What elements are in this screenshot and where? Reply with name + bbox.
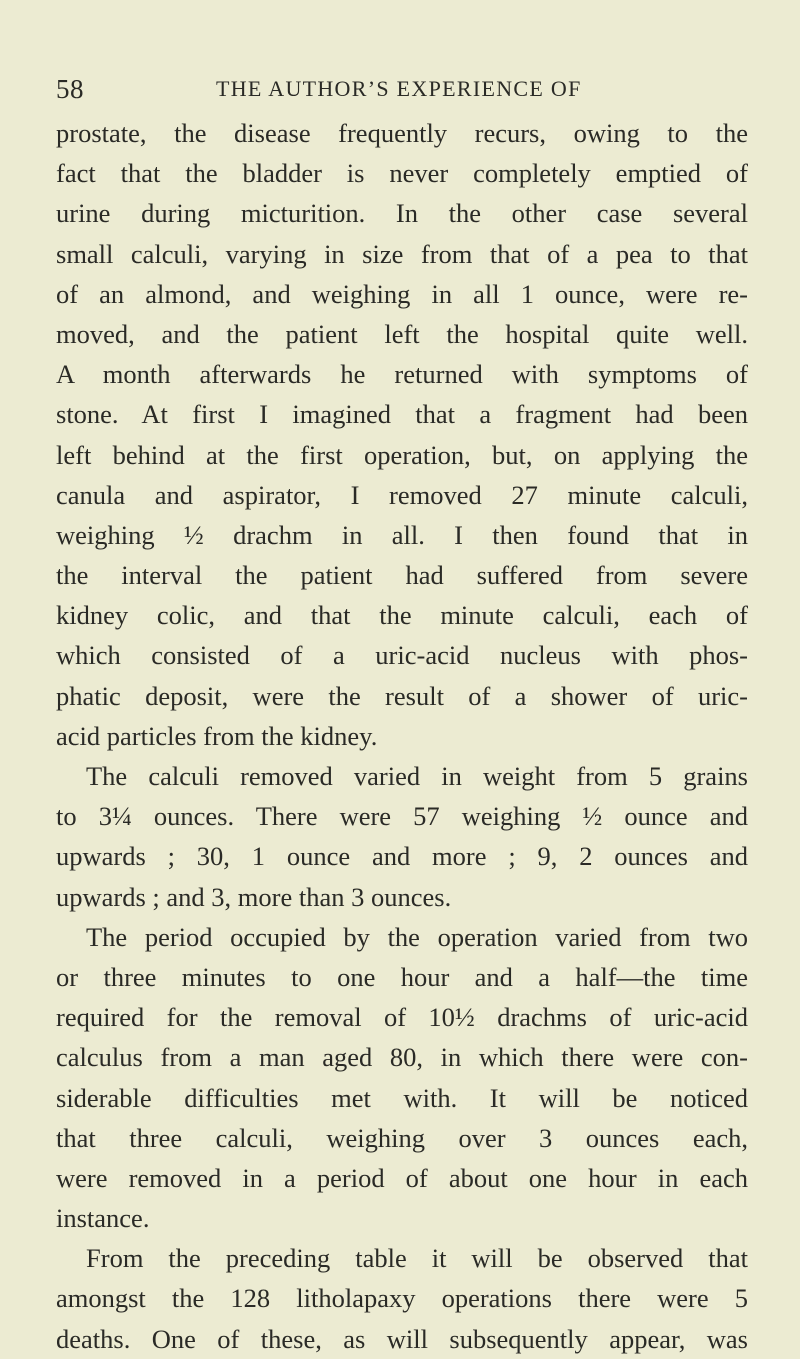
- text-line: amongst the 128 litholapaxy operations there were 5: [56, 1283, 748, 1314]
- paragraph-first-line: From the preceding table it will be observed that: [86, 1243, 748, 1274]
- text-line: that three calculi, weighing over 3 ounces each,: [56, 1122, 748, 1153]
- running-head: [56, 72, 748, 106]
- text-line: urine during micturition. In the other case several: [56, 198, 748, 229]
- text-line: A month afterwards he returned with symptoms of: [56, 359, 748, 390]
- text-line: of an almond, and weighing in all 1 ounce, were re-: [56, 278, 748, 309]
- text-line: or three minutes to one hour and a half—the time: [56, 961, 748, 992]
- text-line: required for the removal of 10½ drachms of uric-acid: [56, 1002, 748, 1033]
- text-line: upwards ; 30, 1 ounce and more ; 9, 2 ounces and: [56, 841, 748, 872]
- text-line: siderable difficulties met with. It will be noticed: [56, 1082, 748, 1113]
- text-line: acid particles from the kidney.: [56, 720, 378, 751]
- text-line: phatic deposit, were the result of a shower of uric-: [56, 680, 748, 711]
- text-line: stone. At first I imagined that a fragment had been: [56, 399, 748, 430]
- text-line: moved, and the patient left the hospital quite well.: [56, 318, 748, 349]
- text-line: were removed in a period of about one hour in each: [56, 1162, 748, 1193]
- text-line: deaths. One of these, as will subsequently appear, was: [56, 1323, 748, 1354]
- running-title: THE AUTHOR’S EXPERIENCE OF: [216, 76, 582, 101]
- text-line: the interval the patient had suffered from severe: [56, 560, 748, 591]
- text-line: instance.: [56, 1203, 150, 1234]
- paragraph-first-line: The calculi removed varied in weight from 5 grains: [86, 761, 748, 791]
- text-line: calculus from a man aged 80, in which there were con-: [56, 1042, 748, 1073]
- text-line: which consisted of a uric-acid nucleus with phos-: [56, 640, 748, 671]
- text-line: upwards ; and 3, more than 3 ounces.: [56, 881, 452, 912]
- text-line: small calculi, varying in size from that of a pea to that: [56, 238, 748, 269]
- paragraph-first-line: The period occupied by the operation varied from two: [86, 921, 748, 952]
- text-line: kidney colic, and that the minute calculi, each of: [56, 600, 748, 631]
- text-line: fact that the bladder is never completely emptied of: [56, 158, 748, 189]
- page-number: 58: [56, 74, 84, 104]
- text-line: canula and aspirator, I removed 27 minute calculi,: [56, 479, 748, 510]
- text-line: weighing ½ drachm in all. I then found that in: [56, 519, 748, 550]
- body-text: [56, 113, 748, 1359]
- text-line: left behind at the first operation, but, on applying the: [56, 439, 748, 470]
- text-line: prostate, the disease frequently recurs, owing to the: [56, 118, 748, 148]
- text-line: to 3¼ ounces. There were 57 weighing ½ ounce and: [56, 801, 748, 832]
